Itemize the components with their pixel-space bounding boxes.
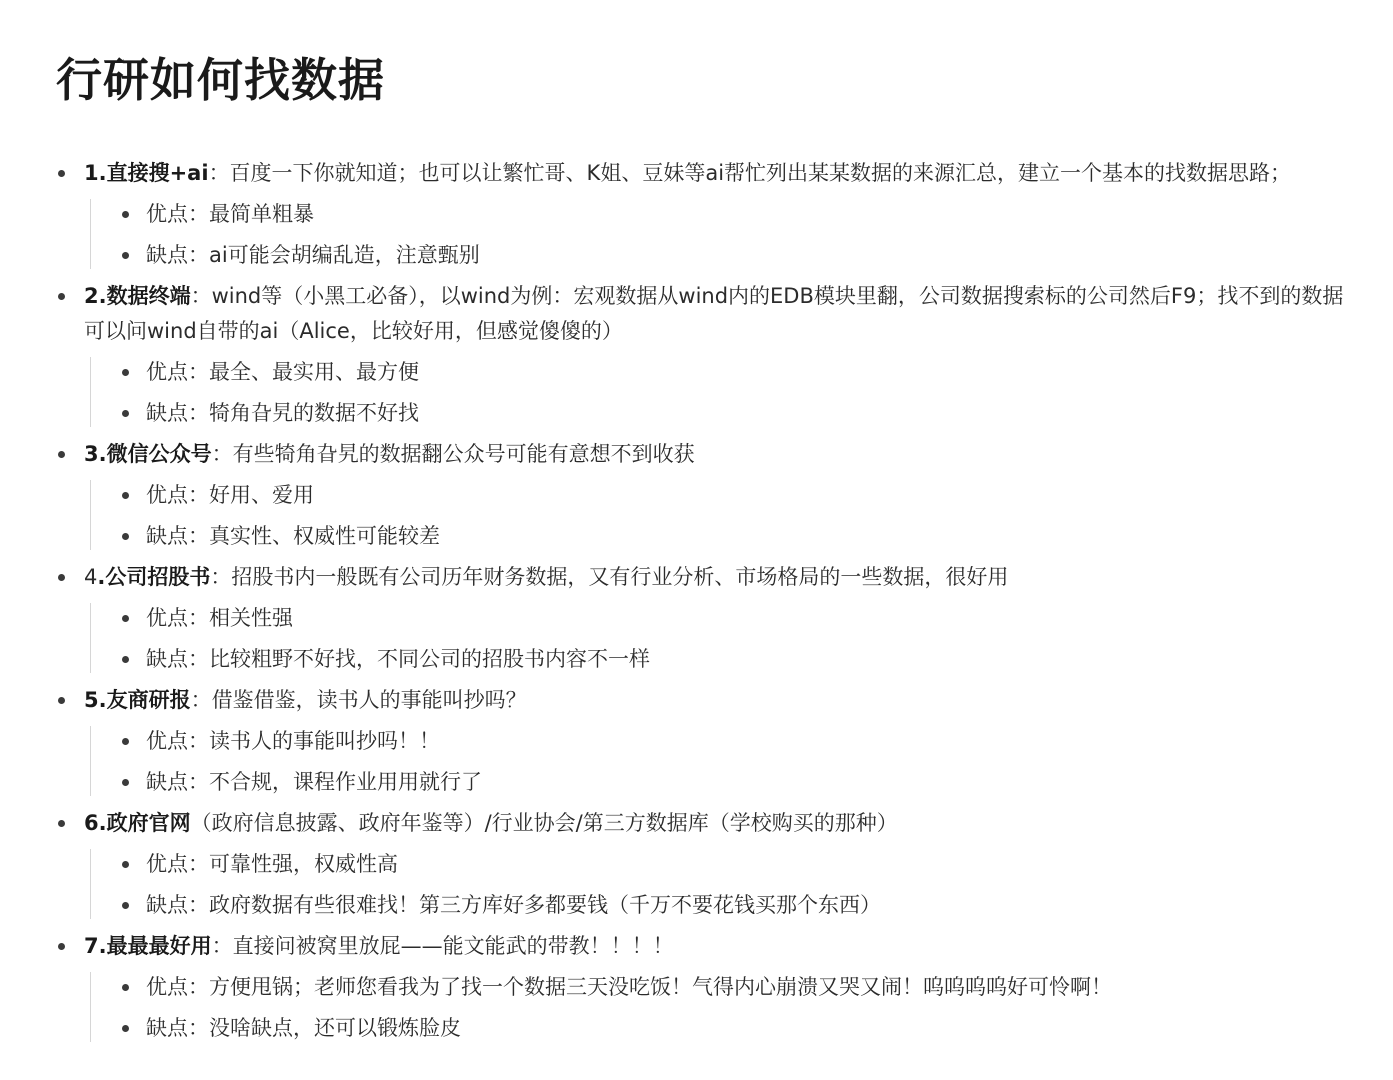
method-list xyxy=(56,156,1363,1046)
bullet-dot-icon xyxy=(122,615,129,622)
bullet-dot-icon xyxy=(122,861,129,868)
bullet-dot-icon xyxy=(58,943,65,950)
item-text xyxy=(84,929,1363,964)
pros-item xyxy=(118,847,1363,882)
cons-text: 缺点：真实性、权威性可能较差 xyxy=(146,524,440,548)
cons-text: 缺点：犄角旮旯的数据不好找 xyxy=(146,401,419,425)
item-description: ：有些犄角旮旯的数据翻公众号可能有意想不到收获 xyxy=(211,442,695,466)
bullet-dot-icon xyxy=(58,574,65,581)
cons-item xyxy=(118,238,1363,273)
list-item-prospectus xyxy=(56,560,1363,677)
item-heading: .公司招股书 xyxy=(97,565,211,589)
cons-item xyxy=(118,765,1363,800)
bullet-dot-icon xyxy=(122,902,129,909)
pros-cons-list xyxy=(84,478,1363,554)
item-heading: 6.政府官网 xyxy=(84,811,191,835)
bullet-dot-icon xyxy=(122,984,129,991)
pros-text: 优点：最全、最实用、最方便 xyxy=(146,360,419,384)
bullet-dot-icon xyxy=(122,410,129,417)
bullet-dot-icon xyxy=(122,533,129,540)
pros-cons-list xyxy=(84,847,1363,923)
cons-item xyxy=(118,396,1363,431)
pros-item xyxy=(118,970,1363,1005)
cons-item xyxy=(118,888,1363,923)
item-description: ：wind等（小黑工必备），以wind为例：宏观数据从wind内的EDB模块里翻，公司数据搜索标的公司然后F9；找不到的数据可以问wind自带的ai（Alice，比较好用，但感觉傻傻的） xyxy=(84,284,1344,343)
bullet-dot-icon xyxy=(122,369,129,376)
cons-text: 缺点：ai可能会胡编乱造，注意甄别 xyxy=(146,243,480,267)
item-heading: 7.最最最好用 xyxy=(84,934,212,958)
pros-item xyxy=(118,355,1363,390)
pros-text: 优点：最简单粗暴 xyxy=(146,202,314,226)
bullet-dot-icon xyxy=(58,293,65,300)
pros-cons-list xyxy=(84,601,1363,677)
list-item-direct-search xyxy=(56,156,1363,273)
bullet-dot-icon xyxy=(58,451,65,458)
list-item-wechat xyxy=(56,437,1363,554)
bullet-dot-icon xyxy=(122,492,129,499)
pros-item xyxy=(118,197,1363,232)
cons-item xyxy=(118,519,1363,554)
item-heading: 5.友商研报 xyxy=(84,688,191,712)
item-heading: 2.数据终端 xyxy=(84,284,191,308)
pros-cons-list xyxy=(84,970,1363,1046)
list-item-data-terminal xyxy=(56,279,1363,431)
item-description: （政府信息披露、政府年鉴等）/行业协会/第三方数据库（学校购买的那种） xyxy=(190,811,898,835)
cons-text: 缺点：不合规，课程作业用用就行了 xyxy=(146,770,482,794)
pros-text: 优点：好用、爱用 xyxy=(146,483,314,507)
cons-text: 缺点：没啥缺点，还可以锻炼脸皮 xyxy=(146,1016,461,1040)
list-item-government xyxy=(56,806,1363,923)
pros-text: 优点：读书人的事能叫抄吗！！ xyxy=(146,729,440,753)
page-title: 行研如何找数据 xyxy=(56,53,385,107)
pros-cons-list xyxy=(84,197,1363,273)
bullet-dot-icon xyxy=(122,738,129,745)
pros-cons-list xyxy=(84,355,1363,431)
cons-item xyxy=(118,642,1363,677)
item-description: ：直接问被窝里放屁——能文能武的带教！！！！ xyxy=(211,934,674,958)
item-heading: 3.微信公众号 xyxy=(84,442,212,466)
bullet-dot-icon xyxy=(122,656,129,663)
item-text xyxy=(84,560,1363,595)
bullet-dot-icon xyxy=(122,252,129,259)
bullet-dot-icon xyxy=(122,779,129,786)
item-text xyxy=(84,279,1363,349)
bullet-dot-icon xyxy=(58,820,65,827)
cons-text: 缺点：政府数据有些很难找！第三方库好多都要钱（千万不要花钱买那个东西） xyxy=(146,893,881,917)
cons-text: 缺点：比较粗野不好找，不同公司的招股书内容不一样 xyxy=(146,647,650,671)
item-number: 4 xyxy=(84,565,98,589)
item-text xyxy=(84,683,1363,718)
pros-text: 优点：可靠性强，权威性高 xyxy=(146,852,398,876)
item-description: ：百度一下你就知道；也可以让繁忙哥、K姐、豆妹等ai帮忙列出某某数据的来源汇总，建立一个基本的找数据思路； xyxy=(208,161,1292,185)
pros-item xyxy=(118,724,1363,759)
bullet-dot-icon xyxy=(58,170,65,177)
bullet-dot-icon xyxy=(58,697,65,704)
cons-item xyxy=(118,1011,1363,1046)
list-item-peer-reports xyxy=(56,683,1363,800)
bullet-dot-icon xyxy=(122,1025,129,1032)
pros-cons-list xyxy=(84,724,1363,800)
item-text xyxy=(84,806,1363,841)
item-text xyxy=(84,156,1363,191)
pros-text: 优点：相关性强 xyxy=(146,606,293,630)
list-item-best xyxy=(56,929,1363,1046)
pros-text: 优点：方便甩锅；老师您看我为了找一个数据三天没吃饭！气得内心崩溃又哭又闹！呜呜呜呜好可怜啊！ xyxy=(146,975,1112,999)
bullet-dot-icon xyxy=(122,211,129,218)
item-description: ：借鉴借鉴，读书人的事能叫抄吗？ xyxy=(190,688,527,712)
item-heading: 1.直接搜+ai xyxy=(84,161,209,185)
pros-item xyxy=(118,478,1363,513)
item-text xyxy=(84,437,1363,472)
item-description: ：招股书内一般既有公司历年财务数据，又有行业分析、市场格局的一些数据，很好用 xyxy=(210,565,1009,589)
pros-item xyxy=(118,601,1363,636)
